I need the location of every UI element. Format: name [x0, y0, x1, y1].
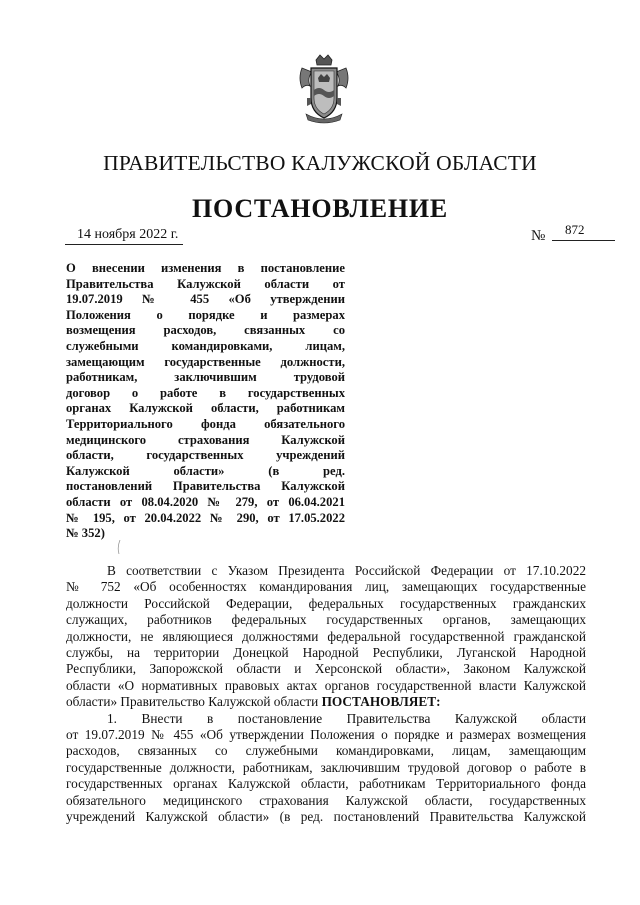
subject-line: области от 08.04.2020 № 279, от 06.04.2021 — [66, 494, 345, 509]
document-subject — [66, 261, 345, 542]
subject-line: Правительства Калужской области от — [66, 276, 345, 291]
document-date: 14 ноября 2022 г. — [65, 227, 183, 245]
item-line: учреждений Калужской области» (в ред. постановлений Правительства Калужской — [66, 809, 586, 825]
subject-line: № 195, от 20.04.2022 № 290, от 17.05.2022 — [66, 510, 345, 525]
decree-word: ПОСТАНОВЛЯЕТ: — [321, 694, 441, 710]
subject-line: области, государственных учреждений — [66, 448, 345, 463]
subject-line: Калужской области» (в ред. — [66, 463, 345, 478]
subject-line: замещающим государственные должности, — [66, 354, 345, 369]
item-line: обязательного медицинского страхования Калужской области, государственных — [66, 792, 586, 808]
document-number-label: № — [531, 228, 546, 244]
preamble-line: области «О нормативных правовых актах органов государственной власти Калужской — [66, 677, 586, 693]
subject-line: работникам, заключившим трудовой — [66, 370, 345, 385]
preamble-line: службы, на территории Донецкой Народной Республики, Луганской Народной — [66, 645, 586, 661]
item-line: 1. Внести в постановление Правительства Калужской области — [107, 710, 586, 726]
subject-line: Территориального фонда обязательного — [66, 416, 345, 431]
subject-line: медицинского страхования Калужской — [66, 432, 345, 447]
preamble-line: В соответствии с Указом Президента Российской Федерации от 17.10.2022 — [107, 563, 586, 578]
preamble-line: должности, не являющиеся должностями федеральной государственной гражданской — [66, 628, 586, 644]
subject-line: возмещения расходов, связанных со — [66, 323, 345, 338]
subject-line: Положения о порядке и размерах — [66, 307, 345, 322]
subject-line: договор о работе в государственных — [66, 385, 345, 400]
item-line: от 19.07.2019 № 455 «Об утверждении Положения о порядке и размерах возмещения — [66, 727, 586, 743]
document-body — [66, 563, 586, 826]
pencil-mark-icon — [117, 540, 121, 554]
preamble-line — [66, 694, 586, 710]
item-line: расходов, связанных со служебными командировками, лицам, замещающим — [66, 743, 586, 759]
subject-line: постановлений Правительства Калужской — [66, 479, 345, 494]
item-line: государственные должности, работникам, заключившим трудовой договор о работе в — [66, 759, 586, 775]
subject-line: № 352) — [66, 526, 105, 541]
preamble-line: служащих, работников федеральных государственных органов, замещающих — [66, 612, 586, 628]
government-title: ПРАВИТЕЛЬСТВО КАЛУЖСКОЙ ОБЛАСТИ — [103, 151, 537, 175]
subject-line: 19.07.2019 № 455 «Об утверждении — [66, 292, 345, 307]
subject-line: служебными командировками, лицам, — [66, 338, 345, 353]
preamble-line: должности Российской Федерации, федеральных государственных гражданских — [66, 595, 586, 611]
preamble-line: № 752 «Об особенностях командирования лиц, замещающих государственные — [66, 579, 586, 595]
kaluga-coat-of-arms-icon — [296, 54, 352, 124]
document-type-title: ПОСТАНОВЛЕНИЕ — [191, 194, 449, 223]
item-line: государственных органах Калужской области, работникам Территориального фонда — [66, 776, 586, 792]
document-number: 872 — [552, 222, 615, 241]
subject-line: органах Калужской области, работникам — [66, 401, 345, 416]
preamble-text: области» Правительство Калужской области — [66, 694, 322, 710]
subject-line: О внесении изменения в постановление — [66, 261, 345, 275]
preamble-line: Республики, Запорожской области и Херсонской области», Законом Калужской — [66, 661, 586, 677]
